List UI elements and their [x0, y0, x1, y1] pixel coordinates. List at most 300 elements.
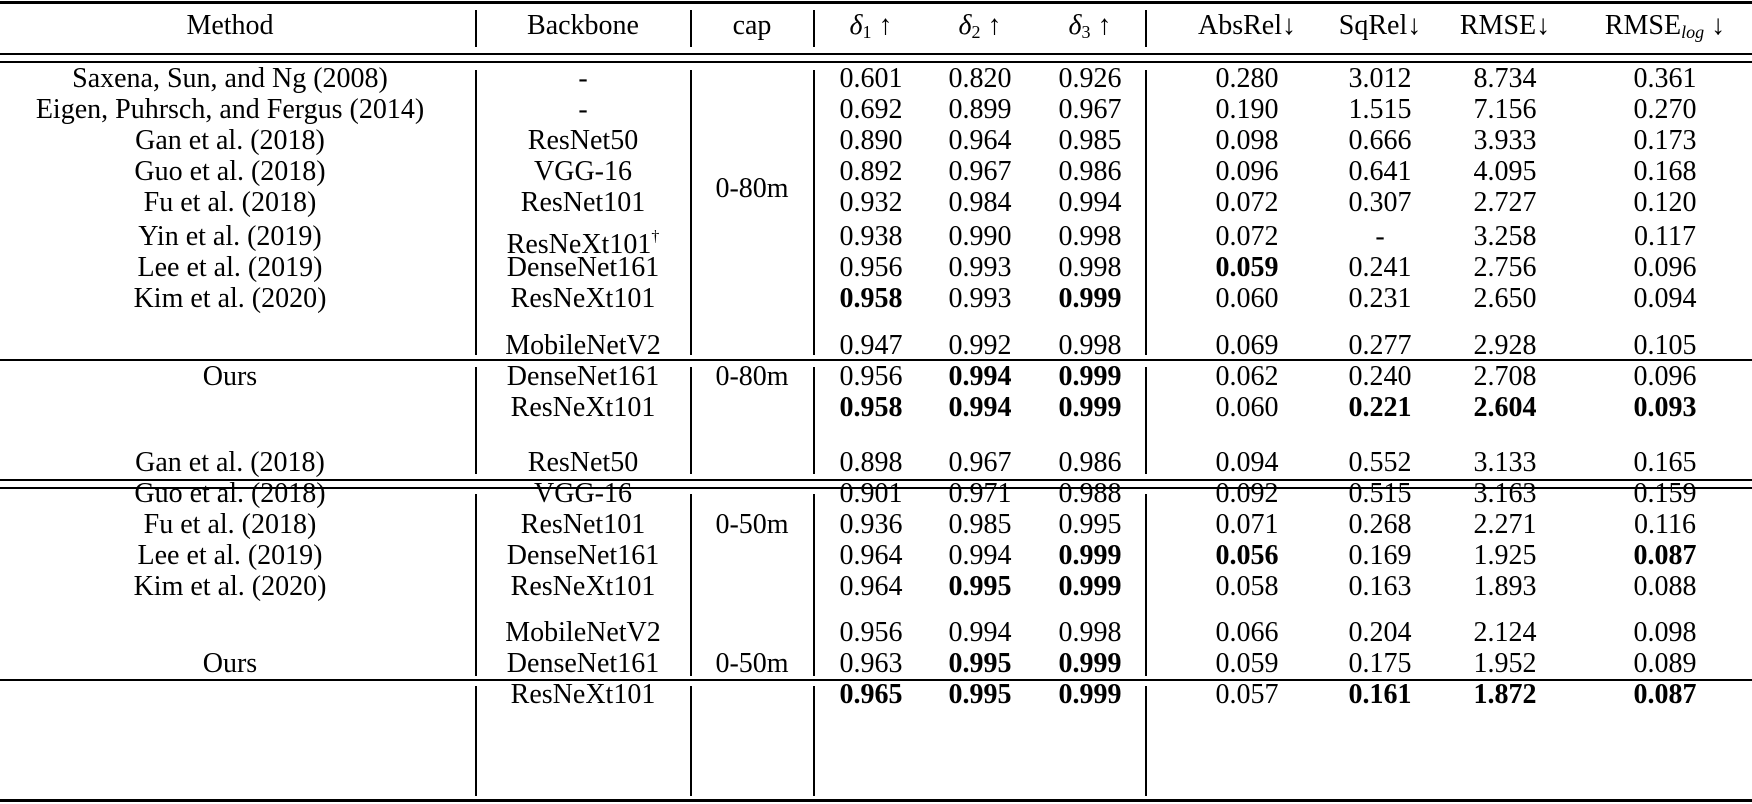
value-d3 — [1030, 508, 1150, 542]
header-cap — [692, 9, 812, 43]
metric-value: 0.998 — [1058, 330, 1122, 361]
value-rmse — [1445, 124, 1565, 158]
header-method-label: Method — [186, 10, 274, 41]
metric-value: - — [1375, 221, 1385, 252]
value-absrel — [1187, 155, 1307, 189]
value-absrel — [1187, 647, 1307, 681]
backbone-cell — [473, 329, 693, 363]
metric-value: 2.124 — [1473, 617, 1537, 648]
backbone-cell — [473, 93, 693, 127]
value-d2 — [920, 616, 1040, 650]
metric-value: 0.056 — [1215, 540, 1279, 571]
value-sqrel — [1320, 62, 1440, 96]
metric-value: 0.241 — [1348, 252, 1412, 283]
value-absrel — [1187, 570, 1307, 604]
metric-value: 0.092 — [1215, 478, 1279, 509]
delta-symbol: δ — [958, 10, 972, 41]
metric-value: 0.998 — [1058, 221, 1122, 252]
header-absrel-label: AbsRel↓ — [1198, 10, 1296, 41]
metric-value: 0.995 — [948, 679, 1012, 710]
metric-value: 0.071 — [1215, 509, 1279, 540]
backbone-cell — [473, 360, 693, 394]
metric-value: 0.280 — [1215, 63, 1279, 94]
value-d2 — [920, 647, 1040, 681]
value-absrel — [1187, 251, 1307, 285]
value-absrel — [1187, 678, 1307, 712]
value-rmse — [1445, 93, 1565, 127]
group-divider-4 — [1145, 70, 1147, 355]
value-sqrel — [1320, 360, 1440, 394]
value-rmselog — [1605, 220, 1725, 254]
metric-value: 1.515 — [1348, 94, 1412, 125]
header-d3 — [1030, 9, 1150, 49]
metric-value: 1.893 — [1473, 571, 1537, 602]
value-d2 — [920, 282, 1040, 316]
metric-value: 0.117 — [1634, 221, 1696, 252]
metric-value: 0.169 — [1348, 540, 1412, 571]
value-sqrel — [1320, 329, 1440, 363]
metric-value: 0.159 — [1633, 478, 1697, 509]
backbone-cell — [473, 251, 693, 285]
metric-value: 0.072 — [1215, 187, 1279, 218]
metric-value: 0.999 — [1058, 361, 1122, 392]
metric-value: 0.964 — [948, 125, 1012, 156]
header-rmse — [1435, 9, 1575, 43]
metric-value: 2.727 — [1473, 187, 1537, 218]
header-method — [0, 9, 465, 43]
value-rmselog — [1605, 329, 1725, 363]
metric-value: 0.958 — [839, 283, 903, 314]
method-name: Eigen, Puhrsch, and Fergus (2014) — [35, 94, 425, 125]
backbone-name: ResNet101 — [520, 187, 646, 218]
method-cell — [0, 446, 465, 480]
value-d1 — [811, 678, 931, 712]
method-name: Ours — [202, 361, 258, 392]
value-rmselog — [1605, 678, 1725, 712]
backbone-cell — [473, 508, 693, 542]
value-d3 — [1030, 647, 1150, 681]
group-divider-1 — [475, 686, 477, 796]
up-arrow-icon: ↑ — [1097, 10, 1112, 41]
value-d2 — [920, 155, 1040, 189]
cap-cell — [692, 508, 812, 542]
value-d3 — [1030, 62, 1150, 96]
metric-value: 0.993 — [948, 252, 1012, 283]
value-d3 — [1030, 360, 1150, 394]
method-cell — [0, 93, 465, 127]
metric-value: 0.692 — [839, 94, 903, 125]
backbone-name: VGG-16 — [534, 478, 632, 509]
value-rmse — [1445, 539, 1565, 573]
group-divider-2 — [690, 686, 692, 796]
backbone-cell — [473, 678, 693, 712]
method-name: Kim et al. (2020) — [133, 571, 327, 602]
value-rmse — [1445, 155, 1565, 189]
metric-value: 0.999 — [1058, 648, 1122, 679]
metric-value: 0.093 — [1633, 392, 1697, 423]
metric-value: 0.221 — [1348, 392, 1412, 423]
value-sqrel — [1320, 391, 1440, 425]
metric-value: 1.872 — [1473, 679, 1537, 710]
metric-value: 0.971 — [948, 478, 1012, 509]
metric-value: 0.995 — [948, 571, 1012, 602]
metric-value: 0.956 — [839, 617, 903, 648]
metric-value: 0.998 — [1058, 617, 1122, 648]
header-divider-2 — [690, 10, 692, 47]
metric-value: 0.988 — [1058, 478, 1122, 509]
value-absrel — [1187, 93, 1307, 127]
value-rmselog — [1605, 360, 1725, 394]
metric-value: 2.928 — [1473, 330, 1537, 361]
metric-value: 0.096 — [1215, 156, 1279, 187]
metric-value: 2.708 — [1473, 361, 1537, 392]
metric-value: 0.990 — [948, 221, 1012, 252]
value-rmse — [1445, 570, 1565, 604]
metric-value: 0.601 — [839, 63, 903, 94]
method-name: Kim et al. (2020) — [133, 283, 327, 314]
metric-value: 0.938 — [839, 221, 903, 252]
metric-value: 8.734 — [1473, 63, 1537, 94]
group-divider-3 — [813, 686, 815, 796]
metric-value: 0.936 — [839, 509, 903, 540]
value-rmselog — [1605, 391, 1725, 425]
method-name: Fu et al. (2018) — [143, 509, 317, 540]
metric-value: 0.986 — [1058, 447, 1122, 478]
delta-subscript: 1 — [862, 22, 872, 42]
value-rmselog — [1605, 647, 1725, 681]
backbone-cell — [473, 446, 693, 480]
method-cell — [0, 62, 465, 96]
value-d2 — [920, 251, 1040, 285]
metric-value: 0.956 — [839, 252, 903, 283]
metric-value: 0.161 — [1348, 679, 1412, 710]
value-d1 — [811, 446, 931, 480]
backbone-cell — [473, 124, 693, 158]
value-d3 — [1030, 93, 1150, 127]
cap-range: 0-80m — [715, 173, 789, 204]
metric-value: 0.116 — [1634, 509, 1696, 540]
metric-value: 0.995 — [1058, 509, 1122, 540]
metric-value: 0.994 — [948, 392, 1012, 423]
metric-value: 0.120 — [1633, 187, 1697, 218]
method-cell — [0, 282, 465, 316]
metric-value: 0.062 — [1215, 361, 1279, 392]
backbone-name: - — [578, 63, 588, 94]
value-d3 — [1030, 446, 1150, 480]
method-cell — [0, 251, 465, 285]
value-d3 — [1030, 477, 1150, 511]
metric-value: 0.060 — [1215, 283, 1279, 314]
metric-value: 0.098 — [1215, 125, 1279, 156]
backbone-name: ResNeXt101 — [506, 229, 652, 260]
value-d3 — [1030, 124, 1150, 158]
backbone-cell — [473, 282, 693, 316]
backbone-name: ResNet50 — [527, 447, 639, 478]
value-rmse — [1445, 477, 1565, 511]
value-rmselog — [1605, 282, 1725, 316]
header-d1 — [811, 9, 931, 49]
value-sqrel — [1320, 477, 1440, 511]
value-d2 — [920, 360, 1040, 394]
value-d2 — [920, 93, 1040, 127]
metric-value: 3.933 — [1473, 125, 1537, 156]
backbone-name: MobileNetV2 — [505, 617, 661, 648]
metric-value: 0.240 — [1348, 361, 1412, 392]
method-name: Ours — [202, 648, 258, 679]
value-absrel — [1187, 124, 1307, 158]
cap-range: 0-80m — [715, 361, 789, 392]
value-d1 — [811, 62, 931, 96]
metric-value: 0.963 — [839, 648, 903, 679]
value-d1 — [811, 155, 931, 189]
backbone-name: ResNeXt101 — [510, 679, 656, 710]
method-cell — [0, 220, 465, 254]
method-cell — [0, 570, 465, 604]
cap-range: 0-50m — [715, 509, 789, 540]
value-d1 — [811, 539, 931, 573]
method-name: Guo et al. (2018) — [134, 478, 326, 509]
value-sqrel — [1320, 124, 1440, 158]
metric-value: 0.820 — [948, 63, 1012, 94]
metric-value: 0.059 — [1215, 648, 1279, 679]
value-sqrel — [1320, 155, 1440, 189]
value-rmselog — [1605, 124, 1725, 158]
value-rmse — [1445, 251, 1565, 285]
method-name: Yin et al. (2019) — [138, 221, 322, 252]
backbone-cell — [473, 539, 693, 573]
down-arrow-icon: ↓ — [1711, 10, 1726, 41]
metric-value: 0.999 — [1058, 392, 1122, 423]
method-name: Gan et al. (2018) — [135, 447, 325, 478]
backbone-cell — [473, 62, 693, 96]
dagger-mark: † — [651, 228, 660, 245]
value-absrel — [1187, 360, 1307, 394]
value-d3 — [1030, 186, 1150, 220]
metric-value: 0.057 — [1215, 679, 1279, 710]
value-d3 — [1030, 570, 1150, 604]
backbone-name: ResNeXt101 — [510, 283, 656, 314]
metric-value: 3.163 — [1473, 478, 1537, 509]
metric-value: 0.994 — [948, 617, 1012, 648]
metric-value: 0.999 — [1058, 283, 1122, 314]
metric-value: 0.641 — [1348, 156, 1412, 187]
header-divider-4 — [1145, 10, 1147, 47]
value-rmse — [1445, 508, 1565, 542]
metric-value: 2.604 — [1473, 392, 1537, 423]
value-rmse — [1445, 678, 1565, 712]
value-absrel — [1187, 391, 1307, 425]
metric-value: 0.932 — [839, 187, 903, 218]
value-rmselog — [1605, 93, 1725, 127]
backbone-name: ResNeXt101 — [510, 571, 656, 602]
value-rmselog — [1605, 477, 1725, 511]
value-rmselog — [1605, 616, 1725, 650]
value-rmse — [1445, 446, 1565, 480]
value-d2 — [920, 446, 1040, 480]
value-d2 — [920, 391, 1040, 425]
value-d1 — [811, 508, 931, 542]
value-absrel — [1187, 329, 1307, 363]
value-rmse — [1445, 647, 1565, 681]
metric-value: 7.156 — [1473, 94, 1537, 125]
value-d1 — [811, 124, 931, 158]
method-name: Fu et al. (2018) — [143, 187, 317, 218]
metric-value: 0.926 — [1058, 63, 1122, 94]
cap-cell — [692, 360, 812, 394]
value-rmselog — [1605, 186, 1725, 220]
value-sqrel — [1320, 282, 1440, 316]
backbone-name: VGG-16 — [534, 156, 632, 187]
backbone-cell — [473, 186, 693, 220]
value-d2 — [920, 124, 1040, 158]
value-d2 — [920, 220, 1040, 254]
header-absrel — [1177, 9, 1317, 43]
value-sqrel — [1320, 508, 1440, 542]
header-divider-3 — [813, 10, 815, 47]
metric-value: 1.925 — [1473, 540, 1537, 571]
metric-value: 0.994 — [948, 540, 1012, 571]
value-sqrel — [1320, 570, 1440, 604]
metric-value: 0.995 — [948, 648, 1012, 679]
value-rmse — [1445, 282, 1565, 316]
method-cell — [0, 539, 465, 573]
metric-value: 0.190 — [1215, 94, 1279, 125]
cap-range: 0-50m — [715, 648, 789, 679]
value-d2 — [920, 570, 1040, 604]
metric-value: 0.993 — [948, 283, 1012, 314]
value-d3 — [1030, 251, 1150, 285]
method-cell — [0, 477, 465, 511]
metric-value: 0.964 — [839, 571, 903, 602]
method-cell — [0, 155, 465, 189]
group-divider-2 — [690, 70, 692, 355]
value-sqrel — [1320, 647, 1440, 681]
method-name: Lee et al. (2019) — [137, 540, 323, 571]
value-sqrel — [1320, 220, 1440, 254]
backbone-name: MobileNetV2 — [505, 330, 661, 361]
metric-value: 0.552 — [1348, 447, 1412, 478]
header-d2 — [920, 9, 1040, 49]
value-d1 — [811, 477, 931, 511]
metric-value: 0.515 — [1348, 478, 1412, 509]
backbone-cell — [473, 616, 693, 650]
header-cap-label: cap — [732, 10, 772, 41]
delta-symbol: δ — [849, 10, 863, 41]
metric-value: 0.204 — [1348, 617, 1412, 648]
metric-value: 0.088 — [1633, 571, 1697, 602]
backbone-cell — [473, 391, 693, 425]
value-d2 — [920, 539, 1040, 573]
value-d1 — [811, 93, 931, 127]
method-name: Lee et al. (2019) — [137, 252, 323, 283]
value-d2 — [920, 508, 1040, 542]
metric-value: 2.271 — [1473, 509, 1537, 540]
value-rmse — [1445, 329, 1565, 363]
value-d2 — [920, 329, 1040, 363]
metric-value: 0.105 — [1633, 330, 1697, 361]
value-d1 — [811, 251, 931, 285]
backbone-name: - — [578, 94, 588, 125]
value-rmse — [1445, 62, 1565, 96]
value-sqrel — [1320, 539, 1440, 573]
metric-value: 0.168 — [1633, 156, 1697, 187]
value-rmse — [1445, 391, 1565, 425]
value-d2 — [920, 186, 1040, 220]
top-rule — [0, 1, 1752, 4]
backbone-name: DenseNet161 — [506, 648, 660, 679]
backbone-name: DenseNet161 — [506, 361, 660, 392]
metric-value: 0.999 — [1058, 571, 1122, 602]
metric-value: 0.094 — [1215, 447, 1279, 478]
delta-subscript: 3 — [1081, 22, 1091, 42]
value-absrel — [1187, 539, 1307, 573]
metric-value: 0.270 — [1633, 94, 1697, 125]
value-d3 — [1030, 220, 1150, 254]
metric-value: 0.096 — [1633, 252, 1697, 283]
value-rmse — [1445, 220, 1565, 254]
value-sqrel — [1320, 446, 1440, 480]
value-rmse — [1445, 360, 1565, 394]
metric-value: 0.998 — [1058, 252, 1122, 283]
metric-value: 0.173 — [1633, 125, 1697, 156]
value-rmselog — [1605, 446, 1725, 480]
backbone-cell — [473, 647, 693, 681]
value-rmselog — [1605, 508, 1725, 542]
value-sqrel — [1320, 678, 1440, 712]
method-name: Guo et al. (2018) — [134, 156, 326, 187]
value-sqrel — [1320, 186, 1440, 220]
header-sqrel — [1310, 9, 1450, 43]
metric-value: 0.898 — [839, 447, 903, 478]
value-d3 — [1030, 155, 1150, 189]
metric-value: 3.133 — [1473, 447, 1537, 478]
method-cell — [0, 647, 465, 681]
group-divider-3 — [813, 70, 815, 355]
method-cell — [0, 186, 465, 220]
metric-value: 0.066 — [1215, 617, 1279, 648]
cap-cell — [692, 172, 812, 206]
value-d2 — [920, 678, 1040, 712]
metric-value: 0.956 — [839, 361, 903, 392]
metric-value: 0.072 — [1215, 221, 1279, 252]
metric-value: 0.986 — [1058, 156, 1122, 187]
metric-value: 0.901 — [839, 478, 903, 509]
backbone-name: DenseNet161 — [506, 540, 660, 571]
metric-value: 2.650 — [1473, 283, 1537, 314]
metric-value: 0.059 — [1215, 252, 1279, 283]
metric-value: 0.165 — [1633, 447, 1697, 478]
header-backbone — [473, 9, 693, 43]
method-cell — [0, 508, 465, 542]
metric-value: 0.999 — [1058, 540, 1122, 571]
backbone-name: ResNet50 — [527, 125, 639, 156]
metric-value: 0.899 — [948, 94, 1012, 125]
backbone-cell — [473, 570, 693, 604]
method-cell — [0, 124, 465, 158]
value-d3 — [1030, 616, 1150, 650]
metric-value: 1.952 — [1473, 648, 1537, 679]
value-absrel — [1187, 477, 1307, 511]
value-d1 — [811, 329, 931, 363]
metric-value: 0.098 — [1633, 617, 1697, 648]
metric-value: 0.985 — [948, 509, 1012, 540]
metric-value: 0.096 — [1633, 361, 1697, 392]
header-divider-1 — [475, 10, 477, 47]
value-sqrel — [1320, 93, 1440, 127]
value-d1 — [811, 360, 931, 394]
delta-symbol: δ — [1068, 10, 1082, 41]
value-rmselog — [1605, 251, 1725, 285]
